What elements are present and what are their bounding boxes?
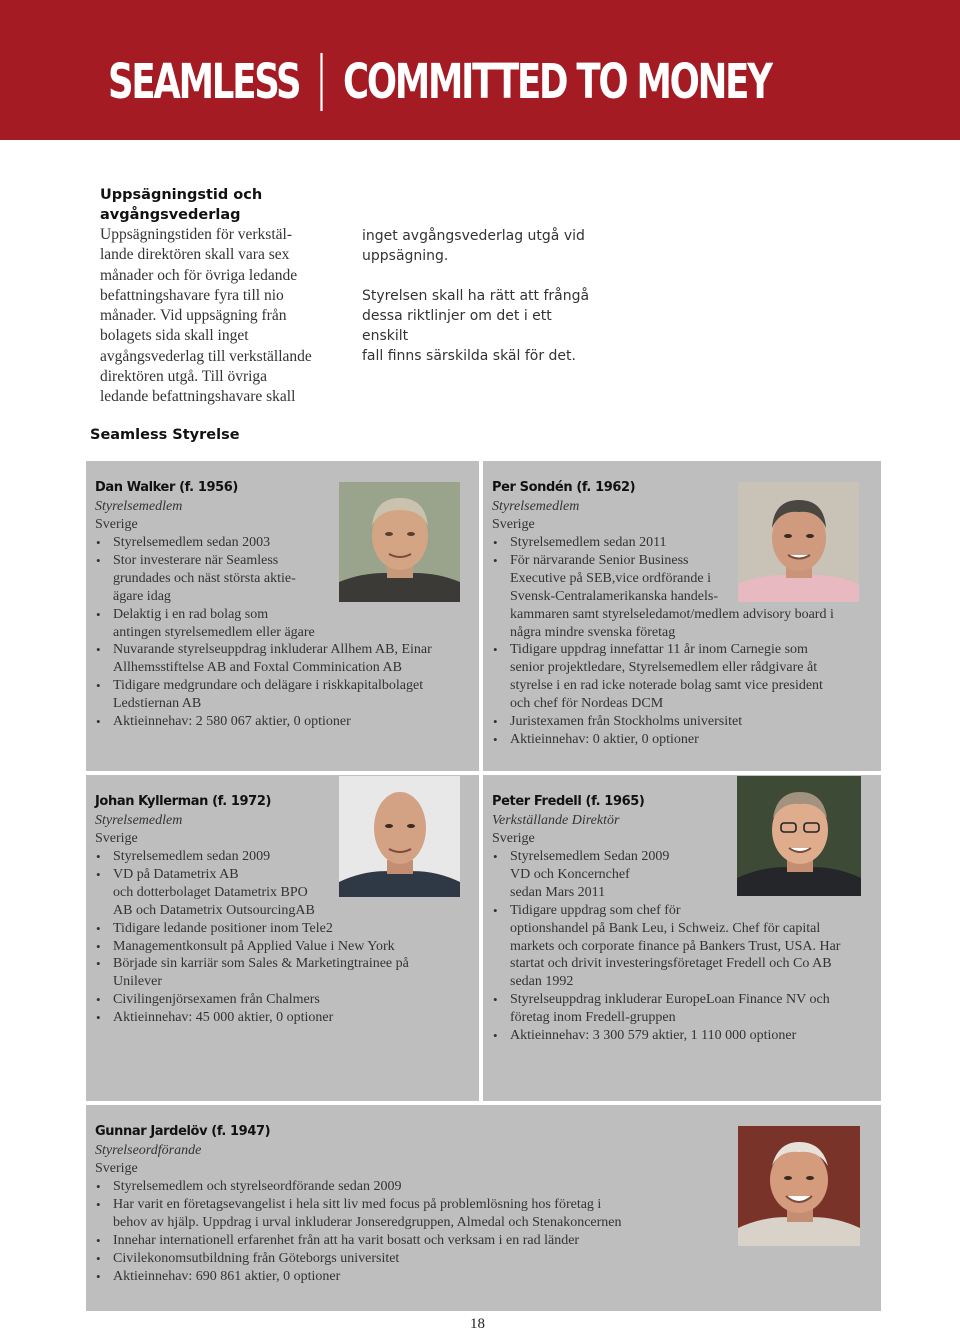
bullet-line: • Delaktig i en rad bolag som [113,606,269,622]
bullet-line: • Aktieinnehav: 3 300 579 aktier, 1 110 000 optioner [510,1028,797,1044]
bullet-line: • Stor investerare när Seamless [113,552,279,568]
member-name: Johan Kyllerman (f. 1972) [95,794,272,809]
brand-left: SEAMLESS [108,54,300,110]
intro-right-para [362,226,602,266]
bullet-item [492,902,877,992]
member-country: Sverige [95,517,138,532]
bullet-item [95,677,475,713]
text-line: dessa riktlinjer om det i ett enskilt [362,308,552,344]
bullet-item [95,991,475,1009]
text-line: Uppsägningstiden för verkstäl- [100,226,292,243]
bullet-item [95,1250,735,1268]
intro-right-para [362,286,602,366]
bullet-line: • Styrelsemedlem sedan 2009 [113,849,271,864]
bullet-line: • VD på Datametrix AB [113,866,239,882]
member-card-johan-kyllerman [86,775,479,1101]
portrait-photo [738,482,859,602]
bullet-line: och dotterbolaget Datametrix BPO [113,884,308,900]
member-country: Sverige [492,517,535,532]
member-name: Gunnar Jardelöv (f. 1947) [95,1124,271,1139]
bullet-item [95,1178,735,1196]
text-line: uppsägning. [362,248,449,264]
bullet-item [95,955,475,991]
bullet-line: Allhemsstiftelse AB and Foxtal Comminication AB [113,660,402,676]
portrait-icon [339,776,460,897]
bullet-line: • Styrelseuppdrag inkluderar EuropeLoan Finance NV och [510,992,830,1008]
bullet-line: • Tidigare medgrundare och delägare i riskkapitalbolaget [113,678,424,694]
text-line: ledande befattningshavare skall [100,388,296,406]
bullet-item [95,938,475,956]
intro-heading-line: Uppsägningstid och [100,187,263,203]
bullet-line: några mindre svenska företag [510,624,676,640]
bullet-line: Unilever [113,974,162,990]
bullet-line: Svensk-Centralamerikanska handels- [510,588,718,604]
bullet-line: AB och Datametrix OutsourcingAB [113,902,315,918]
text-line: direktören utgå. Till övriga [100,368,268,386]
member-card-peter-fredell [483,775,881,1101]
bullet-line: • Började sin karriär som Sales & Marketingtrainee på [113,956,409,972]
text-line: fall finns särskilda skäl för det. [362,348,576,364]
bullet-line: behov av hjälp. Uppdrag i urval inkluderar Jonseredgruppen, Almedal och Stenakoncernen [113,1214,622,1230]
portrait-photo [339,482,460,602]
bullet-line: • Aktieinnehav: 0 aktier, 0 optioner [510,731,699,747]
bullet-item [95,606,475,642]
text-line: befattningshavare fyra till nio [100,286,284,304]
intro-right-column [362,226,602,386]
page-number: 18 [470,1316,485,1332]
bullet-line: • Har varit en företagsevangelist i hela sitt liv med focus på problemlösning hos företag i [113,1196,602,1212]
bullet-line: VD och Koncernchef [510,866,630,882]
intro-left-column [100,185,330,408]
bullet-line: Ledstiernan AB [113,696,202,712]
member-role: Styrelsemedlem [492,499,580,514]
bullet-line: • Aktieinnehav: 690 861 aktier, 0 optioner [113,1268,341,1284]
bullet-item [95,1009,475,1027]
bullet-item [95,641,475,677]
member-name: Peter Fredell (f. 1965) [492,794,645,809]
member-name: Dan Walker (f. 1956) [95,480,238,495]
bullet-line: • Civilingenjörsexamen från Chalmers [113,992,320,1008]
bullet-item [95,920,475,938]
bullet-line: • Styrelsemedlem Sedan 2009 [510,849,670,864]
bullet-line: företag inom Fredell-gruppen [510,1010,676,1026]
brand-logo [108,52,771,112]
bullet-line: styrelse i en rad icke noterade bolag samt vice president [510,678,823,694]
text-line: månader. Vid uppsägning från [100,307,287,325]
bullet-line: startat och drivit investeringsföretaget Fredell och Co AB [510,956,832,972]
portrait-photo [738,1126,860,1246]
bullet-item [95,1196,735,1232]
bullet-item [492,713,877,731]
bullet-item [492,731,877,749]
bullet-line: sedan 1992 [510,974,574,990]
bullet-line: • Nuvarande styrelseuppdrag inkluderar Allhem AB, Einar [113,642,432,658]
bullet-line: • Tidigare uppdrag innefattar 11 år inom Carnegie som [510,642,808,658]
bullet-item [95,713,475,731]
bullet-line: senior projektledare, Styrelsemedlem eller rådgivare åt [510,660,818,676]
section-title: Seamless Styrelse [90,427,240,443]
portrait-icon [339,482,460,602]
bullet-line: • För närvarande Senior Business [510,552,689,568]
bullet-line: • Styrelsemedlem sedan 2011 [510,535,667,550]
text-line: lande direktören skall vara sex [100,246,290,264]
bullet-line: och chef för Nordeas DCM [510,696,664,712]
bullet-line: ägare idag [113,588,171,604]
text-line: inget avgångsvederlag utgå vid [362,228,585,244]
bullet-line: antingen styrelsemedlem eller ägare [113,624,315,640]
intro-left-text [100,225,330,408]
bullet-item [492,641,877,713]
bullet-line: • Innehar internationell erfarenhet från att ha varit bosatt och verksam i en rad länder [113,1232,580,1248]
bullet-line: optionshandel på Bank Leu, i Schweiz. Chef för capital [510,920,821,936]
bullet-line: • Tidigare ledande positioner inom Tele2 [113,920,333,936]
bullet-item [95,1268,735,1286]
bullet-line: • Aktieinnehav: 2 580 067 aktier, 0 optioner [113,714,351,730]
text-line: bolagets sida skall inget [100,327,249,345]
portrait-icon [737,776,861,896]
portrait-photo [737,776,861,896]
bullet-line: • Styrelsemedlem sedan 2003 [113,535,271,550]
member-country: Sverige [95,1161,138,1176]
intro-heading-line: avgångsvederlag [100,207,241,223]
portrait-icon [738,482,859,602]
member-card-per-sonden [483,461,881,771]
bullet-line: • Tidigare uppdrag som chef för [510,902,681,918]
member-bullets [95,1178,735,1285]
header-banner [0,0,960,140]
member-role: Styrelseordförande [95,1143,202,1158]
bullet-line: markets och corporate finance på Bankers Trust, USA. Har [510,938,841,954]
member-text [95,1123,735,1285]
portrait-photo [339,776,460,897]
member-name: Per Sondén (f. 1962) [492,480,636,495]
brand-right: COMMITTED TO MONEY [343,54,771,110]
bullet-line: • Managementkonsult på Applied Value i New York [113,938,395,954]
text-line: Styrelsen skall ha rätt att frångå [362,288,590,304]
brand-divider [320,53,322,111]
bullet-line: sedan Mars 2011 [510,884,606,900]
bullet-line: • Civilekonomsutbildning från Göteborgs universitet [113,1250,400,1266]
bullet-item [95,1232,735,1250]
bullet-line: grundades och näst största aktie- [113,570,296,586]
bullet-line: • Aktieinnehav: 45 000 aktier, 0 optioner [113,1010,334,1026]
bullet-item [492,991,877,1027]
bullet-line: kammaren samt styrelseledamot/medlem advisory board i [510,606,834,622]
member-card-dan-walker [86,461,479,771]
portrait-icon [738,1126,860,1246]
member-role: Styrelsemedlem [95,813,183,828]
member-country: Sverige [95,831,138,846]
member-card-gunnar-jardelov [86,1105,881,1311]
member-country: Sverige [492,831,535,846]
bullet-line: • Styrelsemedlem och styrelseordförande sedan 2009 [113,1179,402,1194]
bullet-line: Executive på SEB,vice ordförande i [510,570,711,586]
text-line: avgångsvederlag till verkställande [100,347,312,365]
member-role: Styrelsemedlem [95,499,183,514]
bullet-line: • Juristexamen från Stockholms universitet [510,714,743,730]
member-role: Verkställande Direktör [492,813,620,828]
intro-heading [100,185,330,225]
text-line: månader och för övriga ledande [100,266,298,284]
bullet-item [492,1027,877,1045]
